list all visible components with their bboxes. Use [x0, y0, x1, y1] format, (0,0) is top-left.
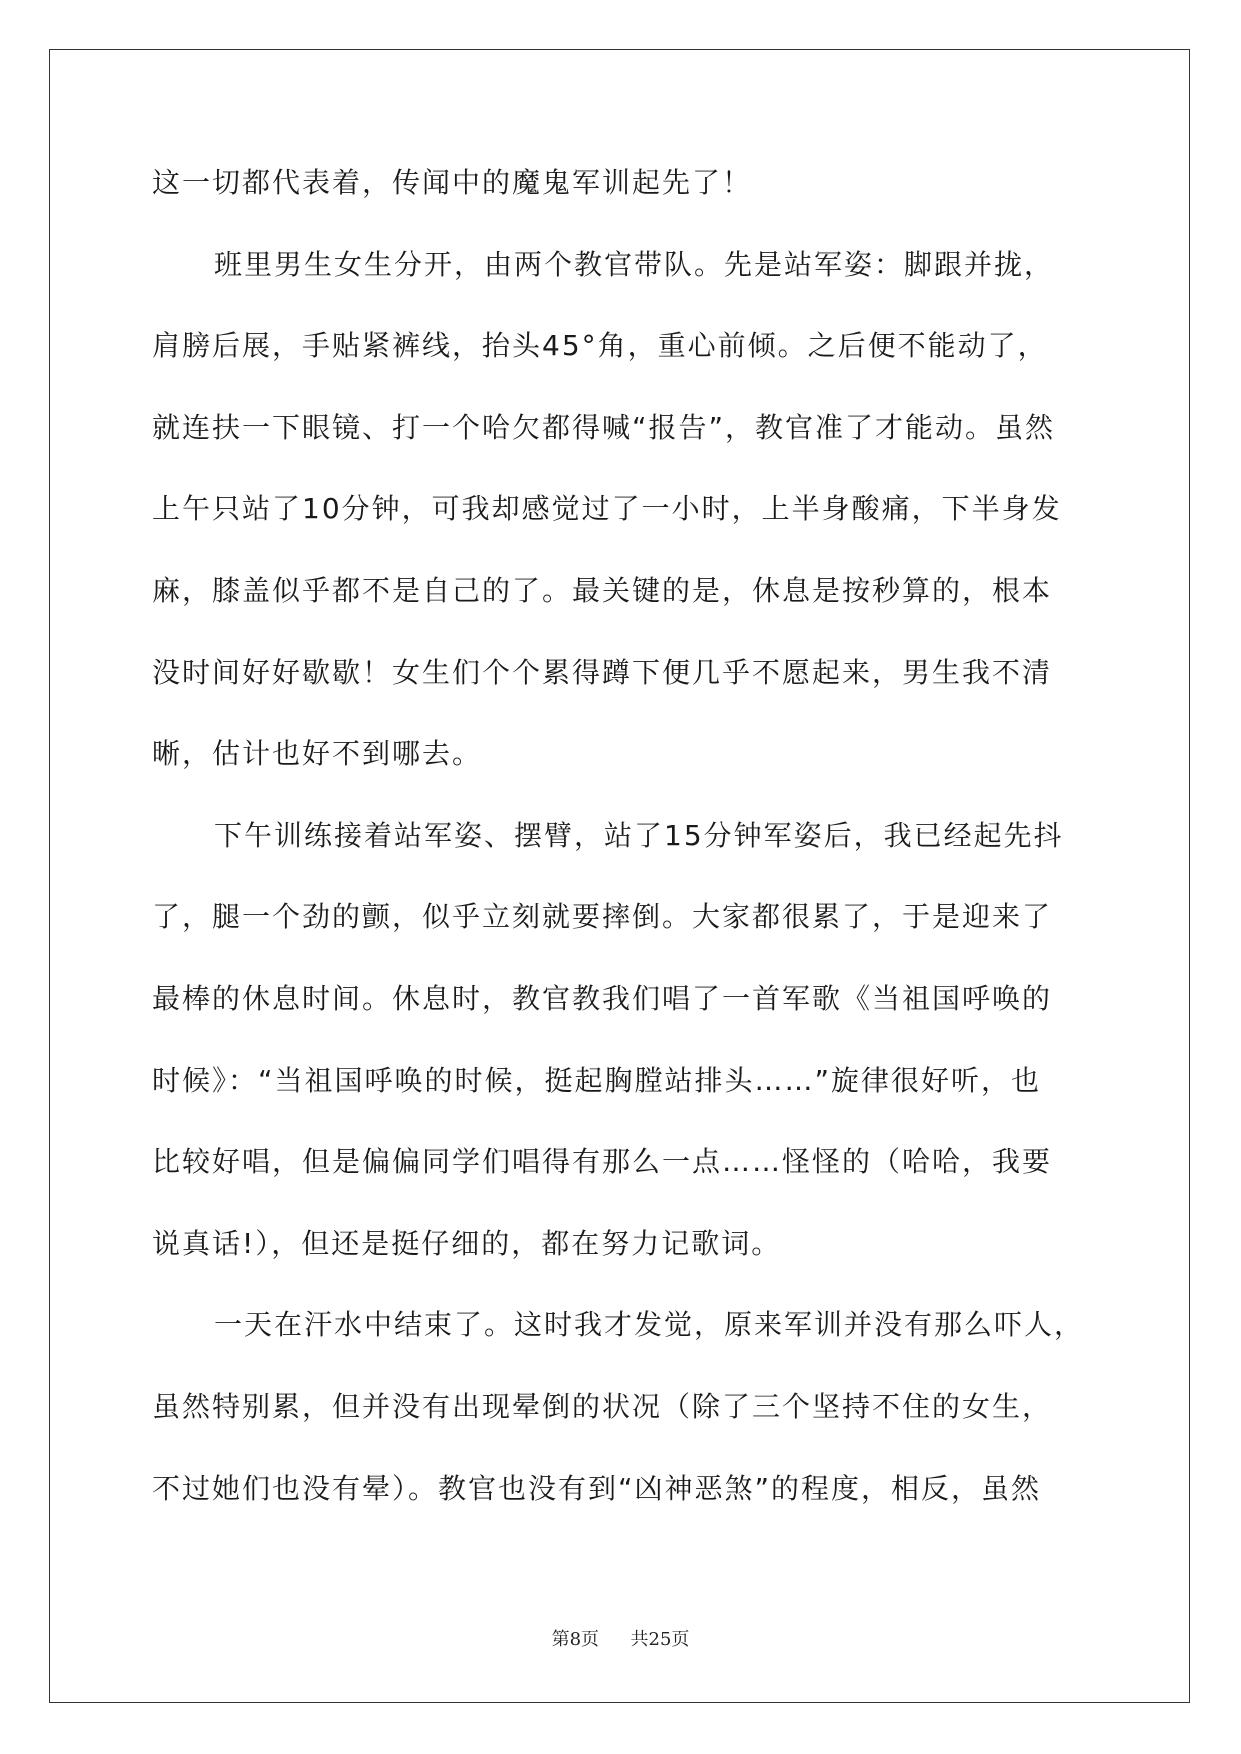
text-line: 这一切都代表着，传闻中的魔鬼军训起先了！ [152, 166, 753, 199]
document-body [152, 158, 1092, 1545]
page-total: 共25页 [630, 1629, 690, 1650]
text-line: 不过她们也没有晕）。教官也没有到“凶神恶煞”的程度，相反，虽然 [152, 1471, 1042, 1505]
page-number: 第8页 [551, 1629, 600, 1650]
text-line: 一天在汗水中结束了。这时我才发觉，原来军训并没有那么吓人， [214, 1308, 1085, 1342]
text-line: 上午只站了10分钟，可我却感觉过了一小时，上半身酸痛，下半身发 [152, 492, 1062, 526]
text-line: 肩膀后展，手贴紧裤线，抬头45°角，重心前倾。之后便不能动了， [152, 329, 1048, 363]
text-line: 比较好唱，但是偏偏同学们唱得有那么一点……怪怪的（哈哈，我要 [152, 1145, 1053, 1179]
text-line: 没时间好好歇歇！女生们个个累得蹲下便几乎不愿起来，男生我不清 [152, 655, 1053, 689]
text-line: 班里男生女生分开，由两个教官带队。先是站军姿：脚跟并拢， [214, 247, 1055, 281]
page-footer [0, 1625, 1241, 1651]
text-line: 麻，膝盖似乎都不是自己的了。最关键的是，休息是按秒算的，根本 [152, 573, 1053, 607]
text-line: 时候》：“当祖国呼唤的时候，挺起胸膛站排头……”旋律很好听，也 [152, 1063, 1042, 1097]
text-line: 就连扶一下眼镜、打一个哈欠都得喊“报告”，教官准了才能动。虽然 [152, 410, 1056, 444]
text-line: 晰，估计也好不到哪去。 [152, 737, 483, 771]
text-line: 下午训练接着站军姿、摆臂，站了15分钟军姿后，我已经起先抖 [214, 818, 1064, 852]
text-line: 说真话!），但还是挺仔细的，都在努力记歌词。 [152, 1226, 782, 1260]
text-line: 最棒的休息时间。休息时，教官教我们唱了一首军歌《当祖国呼唤的 [152, 981, 1053, 1015]
text-line: 了，腿一个劲的颤，似乎立刻就要摔倒。大家都很累了，于是迎来了 [152, 900, 1053, 934]
text-line: 虽然特别累，但并没有出现晕倒的状况（除了三个坚持不住的女生， [152, 1389, 1053, 1423]
